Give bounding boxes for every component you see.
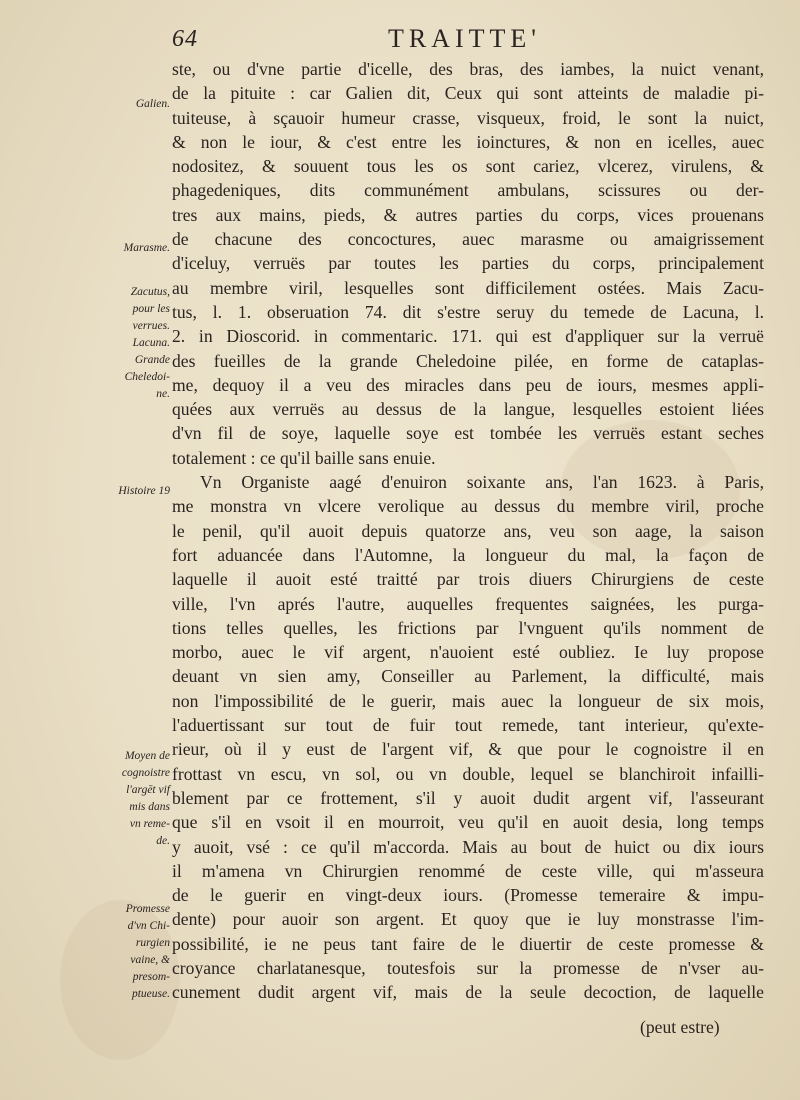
margin-note: Histoire 19 xyxy=(118,485,170,497)
running-title: TRAITTE' xyxy=(388,24,541,53)
text-line: dente) pour auoir son argent. Et quoy que ie luy monstrasse l'im- xyxy=(172,909,764,930)
text-line: d'iceluy, verruës par toutes les parties du corps, principalement xyxy=(172,253,764,274)
text-line: blement par ce frottement, s'il y auoit dudit argent vif, l'asseurant xyxy=(172,787,764,808)
text-line: des fueilles de la grande Cheledoine pilée, en forme de cataplas- xyxy=(172,350,764,371)
text-line: y auoit, vsé : ce qu'il m'accorda. Mais au bout de huict ou dix iours xyxy=(172,836,764,857)
page-number: 64 xyxy=(172,26,198,52)
text-line: fort aduancée dans l'Automne, la longueur du mal, la façon de xyxy=(172,544,764,565)
text-line: croyance charlatanesque, toutesfois sur la promesse de n'vser au- xyxy=(172,957,764,978)
text-line: le penil, qu'il auoit depuis quatorze ans, veu son aage, la saison xyxy=(172,520,764,541)
page-header xyxy=(0,24,800,58)
text-line: ste, ou d'vne partie d'icelle, des bras, des iambes, la nuict venant, xyxy=(172,59,764,79)
text-line: Vn Organiste aagé d'enuiron soixante ans, l'an 1623. à Paris, xyxy=(200,472,764,493)
margin-note: Moyen de cognoistre l'argēt vif mis dans vn reme- de. xyxy=(121,750,170,847)
margin-note: Promesse d'vn Chi- rurgien vaine, & presom- ptueuse. xyxy=(125,903,170,1000)
text-line: de le guerir en vingt-deux iours. (Promesse temeraire & impu- xyxy=(172,885,764,906)
text-line: non l'impossibilité de le guerir, mais auec la longueur de six mois, xyxy=(172,690,764,711)
text-line: d'vn fil de soye, laquelle soye est tombée les verruës estant seches xyxy=(172,423,764,444)
text-line: de chacune des concoctures, auec marasme ou amaigrissement xyxy=(172,229,764,250)
margin-note: Zacutus, pour les verrues. Lacuna. Grande Cheledoi- ne. xyxy=(124,286,170,400)
text-line: nodositez, & souuent tous les os sont cariez, vlcerez, virulens, & xyxy=(172,156,764,177)
text-line: tuiteuse, à sçauoir humeur crasse, visqueux, froid, le sont la nuict, xyxy=(172,107,764,128)
text-line: deuant vn sien amy, Conseiller au Parlement, la difficulté, mais xyxy=(172,666,764,687)
text-line: rieur, où il y eust de l'argent vif, & que pour le cognoistre il en xyxy=(172,739,764,760)
text-line: tions telles quelles, les frictions par l'vnguent qu'ils nomment de xyxy=(172,617,764,638)
text-line: me, dequoy il a veu des miracles dans peu de iours, mesmes appli- xyxy=(172,374,764,395)
text-line: 2. in Dioscorid. in commentaric. 171. qui est d'appliquer sur la verruë xyxy=(172,326,764,347)
catchword: (peut estre) xyxy=(640,1017,720,1037)
text-line: morbo, auec le vif argent, n'auoient esté oubliez. Ie luy propose xyxy=(172,642,764,663)
text-line: cunement dudit argent vif, mais de la seule decoction, de laquelle xyxy=(172,982,764,1003)
text-line: il m'amena vn Chirurgien renommé de ceste ville, qui m'asseura xyxy=(172,860,764,881)
margin-notes xyxy=(86,56,176,1036)
text-line: possibilité, ie ne peus tant faire de le diuertir de ceste promesse & xyxy=(172,933,764,954)
text-line: au membre viril, lesquelles sont difficilement ostées. Mais Zacu- xyxy=(172,277,764,298)
text-line: totalement : ce qu'il baille sans enuie. xyxy=(172,447,436,468)
margin-note: Galien. xyxy=(135,98,170,110)
text-line: tres aux mains, pieds, & autres parties du corps, vices prouenans xyxy=(172,204,764,225)
text-line: quées aux verruës au dessus de la langue, lesquelles estoient liées xyxy=(172,399,764,420)
text-line: de la pituite : car Galien dit, Ceux qui sont atteints de maladie pi- xyxy=(172,83,764,104)
text-line: frottast vn escu, vn sol, ou vn double, lequel se blanchiroit infailli- xyxy=(172,763,764,784)
text-line: l'aduertissant sur tout de fuir tout remede, tant interieur, qu'exte- xyxy=(172,715,764,736)
text-line: tus, l. 1. obseruation 74. dit s'estre seruy du temede de Lacuna, l. xyxy=(172,301,764,322)
text-line: phagedeniques, dits communément ambulans, scissures ou der- xyxy=(172,180,764,201)
margin-note: Marasme. xyxy=(123,242,170,254)
text-line: laquelle il auoit esté traitté par trois diuers Chirurgiens de ceste xyxy=(172,569,764,590)
body-text xyxy=(172,57,764,1005)
text-line: me monstra vn vlcere verolique au dessus du membre viril, proche xyxy=(172,496,764,517)
text-line: que s'il en vsoit il en mourroit, veu qu'il en auoit desia, long temps xyxy=(172,812,764,833)
text-line: & non le iour, & c'est entre les ioinctures, & non en icelles, auec xyxy=(172,131,764,152)
text-line: ville, l'vn aprés l'autre, auquelles frequentes saignées, les purga- xyxy=(172,593,764,614)
